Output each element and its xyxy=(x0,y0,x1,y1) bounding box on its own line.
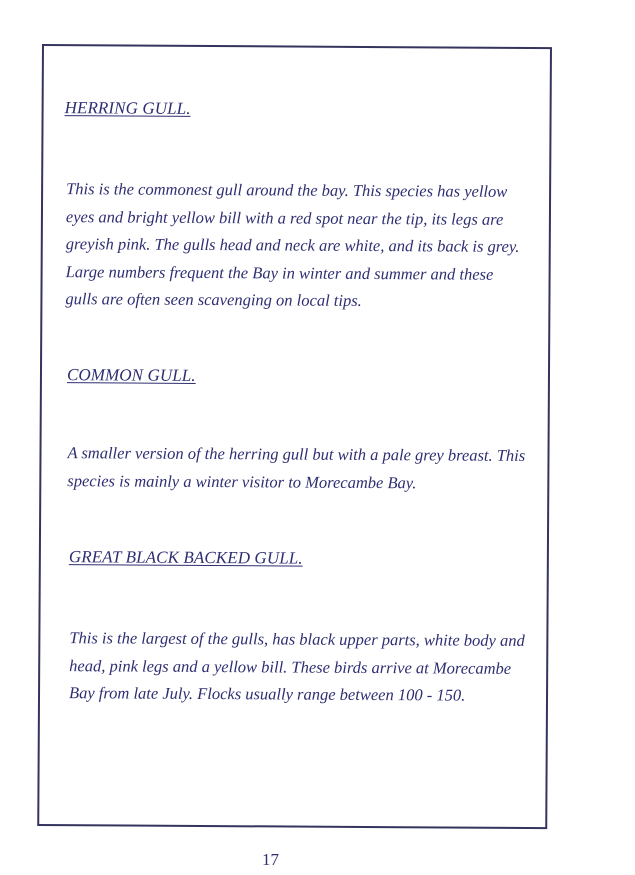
paragraph-great-black-backed-gull xyxy=(69,624,547,709)
heading-herring-gull: HERRING GULL. xyxy=(64,98,191,118)
text-line: A smaller version of the herring gull but with a pale grey breast. This xyxy=(67,443,526,465)
text-line: head, pink legs and a yellow bill. These birds arrive at Morecambe xyxy=(69,655,512,678)
heading-great-black-backed-gull: GREAT BLACK BACKED GULL. xyxy=(68,547,303,568)
text-line: Bay from late July. Flocks usually range between 100 - 150. xyxy=(68,683,466,705)
paragraph-common-gull xyxy=(67,439,545,497)
text-line: species is mainly a winter visitor to Morecambe Bay. xyxy=(67,470,417,492)
text-line: This is the commonest gull around the bay. This species has yellow xyxy=(66,179,508,201)
text-line: Large numbers frequent the Bay in winter and summer and these xyxy=(65,261,494,284)
page-border xyxy=(37,44,552,829)
text-line: gulls are often seen scavenging on local tips. xyxy=(65,289,362,310)
text-line: This is the largest of the gulls, has black upper parts, white body and xyxy=(69,628,525,650)
heading-common-gull: COMMON GULL. xyxy=(66,365,196,385)
text-line: eyes and bright yellow bill with a red spot near the tip, its legs are xyxy=(65,206,504,229)
page-number: 17 xyxy=(262,850,279,869)
paragraph-herring-gull xyxy=(65,175,544,315)
text-line: greyish pink. The gulls head and neck are white, and its back is grey. xyxy=(65,234,520,256)
